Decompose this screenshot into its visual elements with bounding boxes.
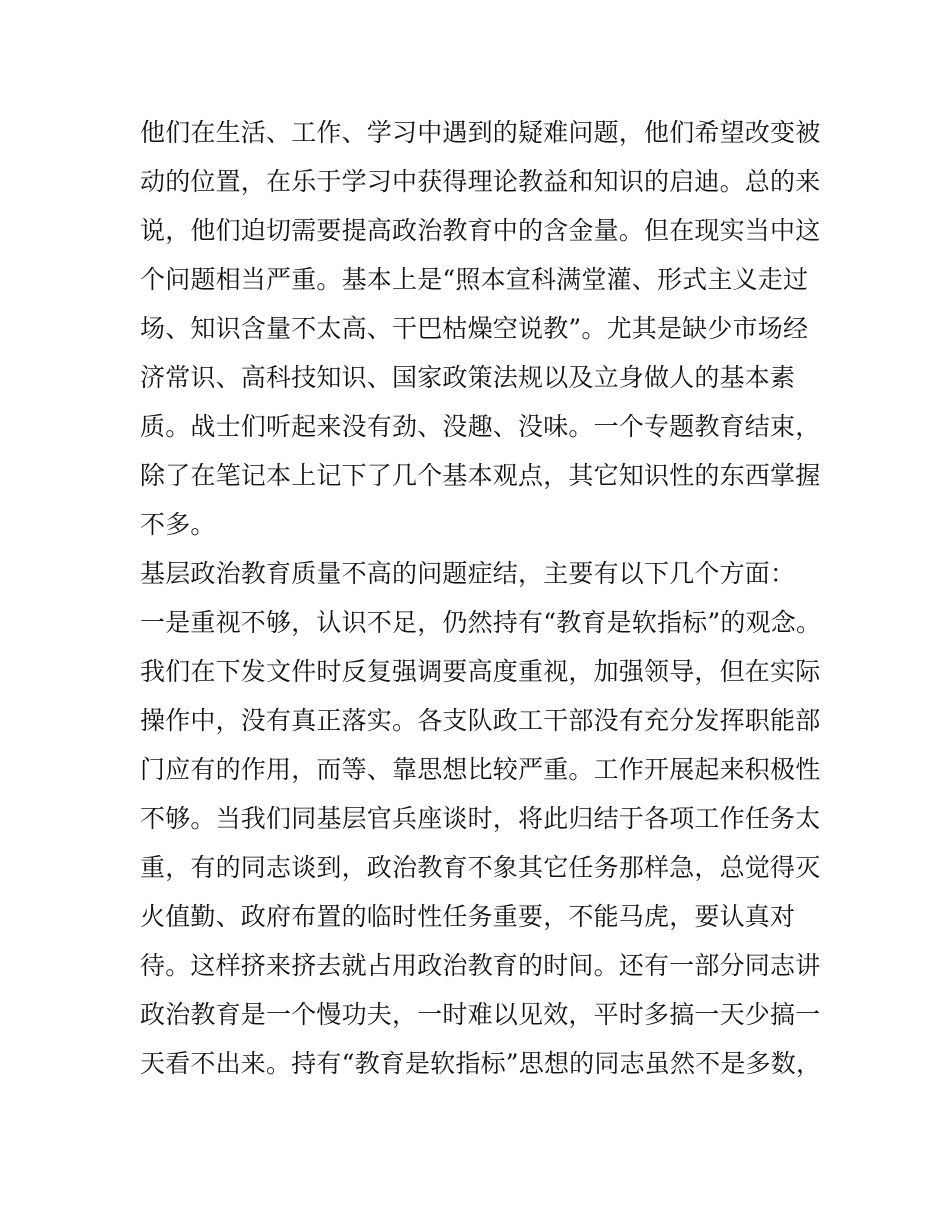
text-line: 不多。 — [140, 510, 216, 539]
text-line: 个问题相当严重。基本上是“照本宣科满堂灌、形式主义走过 — [140, 265, 809, 294]
text-line: 他们在生活、工作、学习中遇到的疑难问题，他们希望改变被 — [140, 118, 821, 147]
text-line: 基层政治教育质量不高的问题症结，主要有以下几个方面： — [140, 559, 796, 588]
text-line: 质。战士们听起来没有劲、没趣、没味。一个专题教育结束， — [140, 412, 821, 441]
document-body — [140, 108, 830, 1088]
text-line: 场、知识含量不太高、干巴枯燥空说教”。尤其是缺少市场经 — [140, 314, 809, 343]
text-line: 济常识、高科技知识、国家政策法规以及立身做人的基本素 — [140, 363, 796, 392]
text-line: 待。这样挤来挤去就占用政治教育的时间。还有一部分同志讲 — [140, 951, 821, 980]
text-line: 动的位置，在乐于学习中获得理论教益和知识的启迪。总的来 — [140, 167, 821, 196]
text-line: 我们在下发文件时反复强调要高度重视，加强领导，但在实际 — [140, 657, 821, 686]
text-line: 政治教育是一个慢功夫，一时难以见效，平时多搞一天少搞一 — [140, 1000, 821, 1029]
text-line: 天看不出来。持有“教育是软指标”思想的同志虽然不是多数， — [140, 1049, 822, 1078]
text-line: 门应有的作用，而等、靠思想比较严重。工作开展起来积极性 — [140, 755, 821, 784]
text-line: 一是重视不够，认识不足，仍然持有“教育是软指标”的观念。 — [140, 608, 822, 637]
text-line: 重，有的同志谈到，政治教育不象其它任务那样急，总觉得灭 — [140, 853, 821, 882]
text-line: 除了在笔记本上记下了几个基本观点，其它知识性的东西掌握 — [140, 461, 821, 490]
text-line: 说，他们迫切需要提高政治教育中的含金量。但在现实当中这 — [140, 216, 821, 245]
text-line: 火值勤、政府布置的临时性任务重要，不能马虎，要认真对 — [140, 902, 796, 931]
text-line: 操作中，没有真正落实。各支队政工干部没有充分发挥职能部 — [140, 706, 821, 735]
text-line: 不够。当我们同基层官兵座谈时，将此归结于各项工作任务太 — [140, 804, 821, 833]
